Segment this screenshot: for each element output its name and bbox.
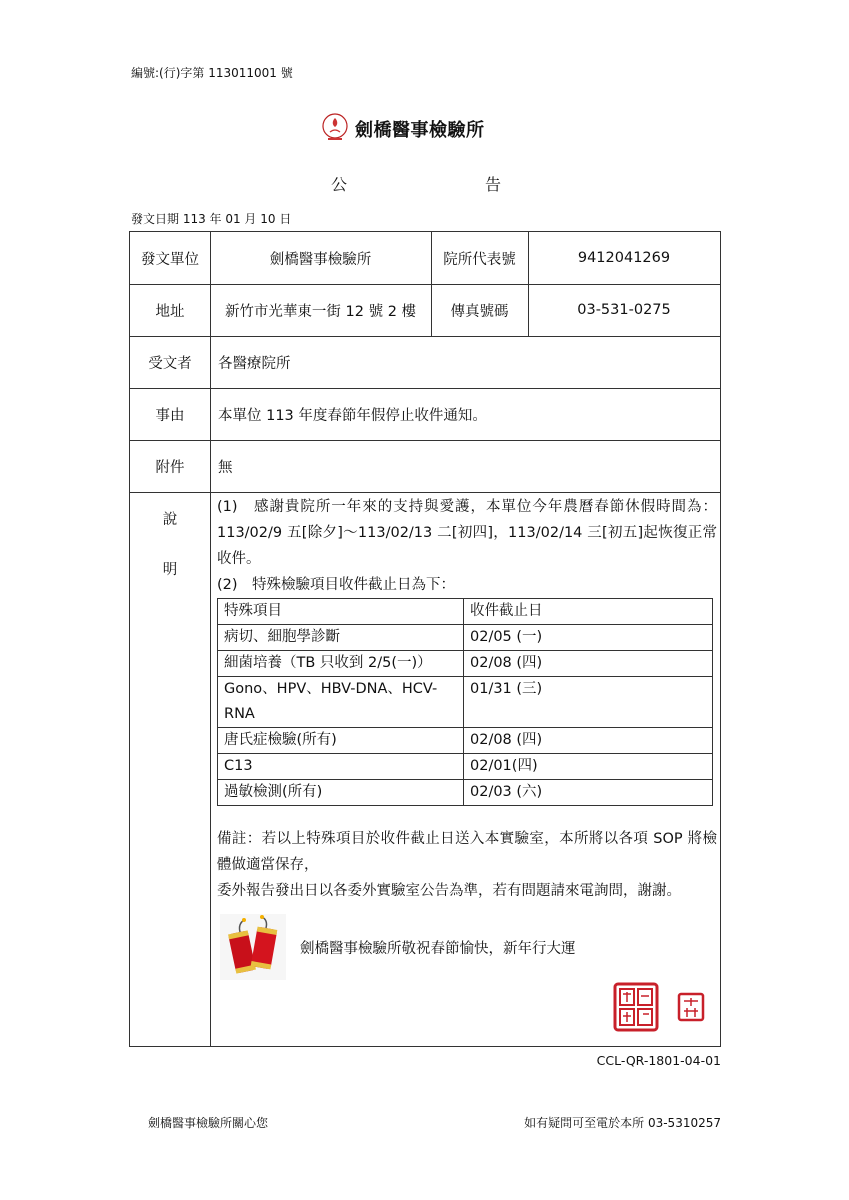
item-deadline: 02/08 (四) <box>464 728 713 754</box>
table-header-row <box>218 599 713 625</box>
address-value: 新竹市光華東一街 12 號 2 樓 <box>224 303 417 320</box>
organization-title: 劍橋醫事檢驗所 <box>355 120 485 141</box>
explanation-label-2: 明 <box>162 562 178 578</box>
director-seal-icon <box>677 992 705 1022</box>
institution-code-value: 9412041269 <box>577 250 671 266</box>
item-deadline: 02/01(四) <box>464 754 713 780</box>
issuer-value: 劍橋醫事檢驗所 <box>269 251 372 268</box>
explanation-paragraph-2: (2) 特殊檢驗項目收件截止日為下： <box>217 577 456 593</box>
table-row <box>218 780 713 806</box>
table-row <box>218 625 713 651</box>
item-name: C13 <box>218 754 464 780</box>
footer-right-text: 如有疑問可至電於本所 03-5310257 <box>524 1116 721 1130</box>
item-deadline: 02/08 (四) <box>464 651 713 677</box>
notice-table <box>129 231 721 1047</box>
table-row <box>218 754 713 780</box>
organization-logo <box>320 112 350 142</box>
issuer-label: 發文單位 <box>141 251 199 268</box>
item-name: 病切、細胞學診斷 <box>218 625 464 651</box>
table-row <box>218 728 713 754</box>
attachment-label: 附件 <box>155 459 185 476</box>
deadline-table <box>217 598 713 806</box>
fax-value: 03-531-0275 <box>577 302 671 318</box>
note-line-1: 備註：若以上特殊項目於收件截止日送入本實驗室，本所將以各項 SOP 將檢體做適當保存， <box>217 831 717 873</box>
document-number: 編號:(行)字第 113011001 號 <box>131 66 293 80</box>
recipient-label: 受文者 <box>148 355 192 372</box>
announcement-char-1: 公 <box>331 175 348 194</box>
note-line-2: 委外報告發出日以各委外實驗室公告為準，若有問題請來電詢問，謝謝。 <box>217 883 681 899</box>
institution-code-label: 院所代表號 <box>443 251 516 268</box>
fax-label: 傳真號碼 <box>450 303 509 320</box>
recipient-value: 各醫療院所 <box>218 355 291 372</box>
item-deadline: 02/05 (一) <box>464 625 713 651</box>
address-label: 地址 <box>155 303 185 320</box>
subject-value: 本單位 113 年度春節年假停止收件通知。 <box>218 407 487 424</box>
issue-date: 發文日期 113 年 01 月 10 日 <box>131 212 292 226</box>
footer-left-text: 劍橋醫事檢驗所關心您 <box>148 1116 269 1130</box>
explanation-label-1: 說 <box>162 512 178 528</box>
firecracker-icon <box>220 914 286 980</box>
item-name: 過敏檢測(所有) <box>218 780 464 806</box>
subject-label: 事由 <box>155 407 185 424</box>
item-deadline: 01/31 (三) <box>464 677 713 728</box>
organization-seal-icon <box>613 982 659 1032</box>
explanation-body <box>217 494 717 904</box>
item-name: 唐氏症檢驗(所有) <box>218 728 464 754</box>
item-deadline: 02/03 (六) <box>464 780 713 806</box>
table-row <box>218 651 713 677</box>
header-deadline: 收件截止日 <box>464 599 713 625</box>
table-row <box>218 677 713 728</box>
item-name: Gono、HPV、HBV-DNA、HCV-RNA <box>218 677 464 728</box>
item-name: 細菌培養（TB 只收到 2/5(一)） <box>218 651 464 677</box>
announcement-title <box>331 172 501 195</box>
announcement-char-2: 告 <box>484 175 501 194</box>
header-item: 特殊項目 <box>218 599 464 625</box>
explanation-paragraph-1: (1) 感謝貴院所一年來的支持與愛護，本單位今年農曆春節休假時間為：113/02/9 五[除夕]～113/02/13 二[初四]，113/02/14 三[初五]起恢復正常收件。 <box>217 499 717 567</box>
form-code: CCL-QR-1801-04-01 <box>596 1053 721 1068</box>
new-year-greeting: 劍橋醫事檢驗所敬祝春節愉快，新年行大運 <box>300 941 576 957</box>
attachment-value: 無 <box>218 459 233 476</box>
